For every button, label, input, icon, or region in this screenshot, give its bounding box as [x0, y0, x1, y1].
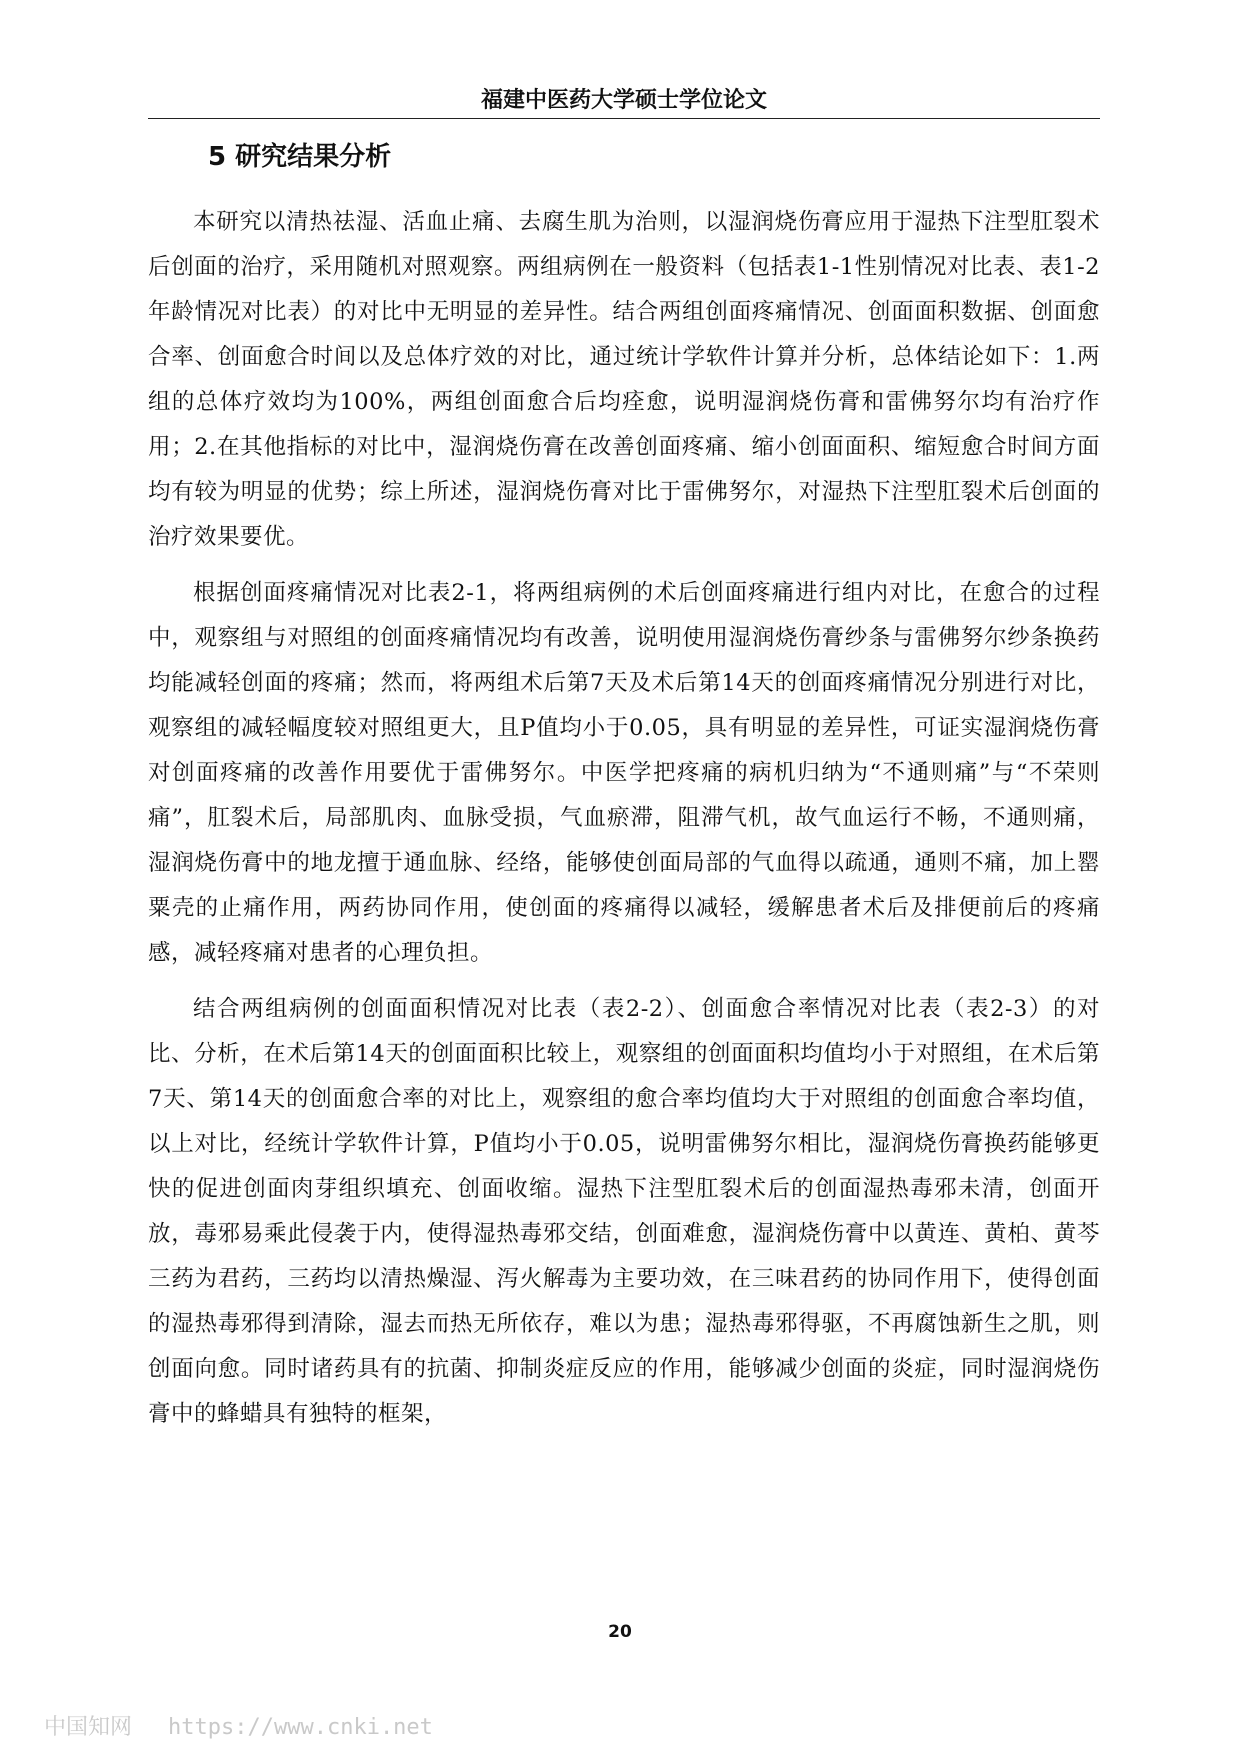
section-title: 5 研究结果分析 [208, 142, 392, 172]
paragraph-1: 本研究以清热祛湿、活血止痛、去腐生肌为治则，以湿润烧伤膏应用于湿热下注型肛裂术后创面的治疗，采用随机对照观察。两组病例在一般资料（包括表1-1性别情况对比表、表1-2年龄情况对比表）的对比中无明显的差异性。结合两组创面疼痛情况、创面面积数据、创面愈合率、创面愈合时间以及总体疗效的对比，通过统计学软件计算并分析，总体结论如下：1.两组的总体疗效均为100%，两组创面愈合后均痊愈，说明湿润烧伤膏和雷佛努尔均有治疗作用；2.在其他指标的对比中，湿润烧伤膏在改善创面疼痛、缩小创面面积、缩短愈合时间方面均有较为明显的优势；综上所述，湿润烧伤膏对比于雷佛努尔，对湿热下注型肛裂术后创面的治疗效果要优。 [148, 209, 1100, 550]
paragraph-3: 结合两组病例的创面面积情况对比表（表2-2）、创面愈合率情况对比表（表2-3）的对比、分析，在术后第14天的创面面积比较上，观察组的创面面积均值均小于对照组，在术后第7天、第14天的创面愈合率的对比上，观察组的愈合率均值均大于对照组的创面愈合率均值，以上对比，经统计学软件计算，P值均小于0.05，说明雷佛努尔相比，湿润烧伤膏换药能够更快的促进创面肉芽组织填充、创面收缩。湿热下注型肛裂术后的创面湿热毒邪未清，创面开放，毒邪易乘此侵袭于内，使得湿热毒邪交结，创面难愈，湿润烧伤膏中以黄连、黄柏、黄芩三药为君药，三药均以清热燥湿、泻火解毒为主要功效，在三味君药的协同作用下，使得创面的湿热毒邪得到清除，湿去而热无所依存，难以为患；湿热毒邪得驱，不再腐蚀新生之肌，则创面向愈。同时诸药具有的抗菌、抑制炎症反应的作用，能够减少创面的炎症，同时湿润烧伤膏中的蜂蜡具有独特的框架， [148, 996, 1100, 1427]
body-text [148, 200, 1100, 1448]
header-rule [148, 118, 1100, 119]
watermark-site-name: 中国知网 [44, 1715, 133, 1740]
watermark [44, 1710, 469, 1741]
running-header: 福建中医药大学硕士学位论文 [480, 88, 767, 113]
watermark-url: https://www.cnki.net [168, 1715, 433, 1740]
page-number: 20 [608, 1622, 632, 1642]
paragraph-2: 根据创面疼痛情况对比表2-1，将两组病例的术后创面疼痛进行组内对比，在愈合的过程中，观察组与对照组的创面疼痛情况均有改善，说明使用湿润烧伤膏纱条与雷佛努尔纱条换药均能减轻创面的疼痛；然而，将两组术后第7天及术后第14天的创面疼痛情况分别进行对比，观察组的减轻幅度较对照组更大，且P值均小于0.05，具有明显的差异性，可证实湿润烧伤膏对创面疼痛的改善作用要优于雷佛努尔。中医学把疼痛的病机归纳为“不通则痛”与“不荣则痛”，肛裂术后，局部肌肉、血脉受损，气血瘀滞，阻滞气机，故气血运行不畅，不通则痛，湿润烧伤膏中的地龙擅于通血脉、经络，能够使创面局部的气血得以疏通，通则不痛，加上罂粟壳的止痛作用，两药协同作用，使创面的疼痛得以减轻，缓解患者术后及排便前后的疼痛感，减轻疼痛对患者的心理负担。 [148, 580, 1100, 966]
